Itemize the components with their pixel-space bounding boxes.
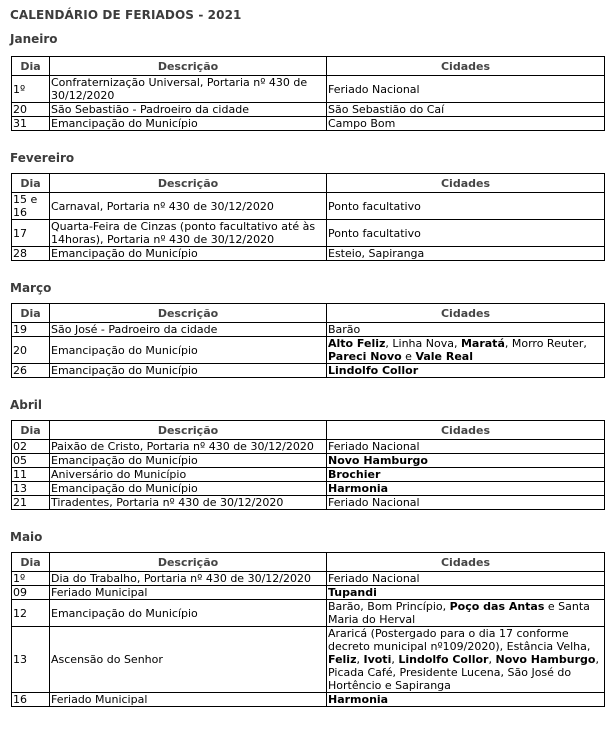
city-name-bold: Tupandi	[328, 586, 377, 599]
table-row	[12, 323, 605, 337]
city-name-bold: Pareci Novo	[328, 350, 402, 363]
city-text: Campo Bom	[328, 117, 396, 130]
column-header-dia: Dia	[12, 174, 50, 193]
cell-dia: 09	[12, 586, 50, 600]
city-name-bold: Alto Feliz	[328, 337, 386, 350]
holiday-table	[11, 303, 605, 378]
cell-dia: 05	[12, 454, 50, 468]
table-row	[12, 468, 605, 482]
table-header-row	[12, 304, 605, 323]
cell-dia: 16	[12, 693, 50, 707]
cell-descricao: Emancipação do Município	[50, 117, 327, 131]
months-container	[10, 30, 606, 707]
cell-cidades	[327, 323, 605, 337]
cell-cidades	[327, 193, 605, 220]
cell-dia: 20	[12, 337, 50, 364]
table-row	[12, 693, 605, 707]
city-text: Feriado Nacional	[328, 440, 420, 453]
city-name-bold: Harmonia	[328, 482, 389, 495]
cell-dia: 17	[12, 220, 50, 247]
city-name-bold: Lindolfo Collor	[398, 653, 489, 666]
city-text: ,	[356, 653, 364, 666]
cell-dia: 26	[12, 364, 50, 378]
city-text: , Morro Reuter,	[504, 337, 587, 350]
table-row	[12, 482, 605, 496]
holiday-calendar-document	[10, 6, 606, 707]
cell-dia: 19	[12, 323, 50, 337]
table-row	[12, 103, 605, 117]
table-header-row	[12, 57, 605, 76]
column-header-dia: Dia	[12, 553, 50, 572]
month-section-fevereiro	[10, 149, 606, 261]
column-header-cidades: Cidades	[327, 421, 605, 440]
cell-dia: 13	[12, 627, 50, 693]
cell-cidades	[327, 220, 605, 247]
column-header-dia: Dia	[12, 57, 50, 76]
cell-descricao: São Sebastião - Padroeiro da cidade	[50, 103, 327, 117]
city-text: Araricá (Postergado para o dia 17 conforme decreto municipal nº109/2020), Estância Velha,	[328, 627, 591, 653]
month-heading: Maio	[10, 530, 43, 544]
cell-descricao: Feriado Municipal	[50, 586, 327, 600]
cell-descricao: Tiradentes, Portaria nº 430 de 30/12/2020	[50, 496, 327, 510]
month-heading: Janeiro	[10, 32, 58, 46]
table-row	[12, 496, 605, 510]
cell-cidades	[327, 586, 605, 600]
table-row	[12, 117, 605, 131]
column-header-cidades: Cidades	[327, 304, 605, 323]
cell-descricao: São José - Padroeiro da cidade	[50, 323, 327, 337]
column-header-cidades: Cidades	[327, 57, 605, 76]
cell-descricao: Emancipação do Município	[50, 247, 327, 261]
month-section-abril	[10, 396, 606, 510]
city-name-bold: Vale Real	[415, 350, 473, 363]
cell-descricao: Carnaval, Portaria nº 430 de 30/12/2020	[50, 193, 327, 220]
cell-descricao: Confraternização Universal, Portaria nº 430 de 30/12/2020	[50, 76, 327, 103]
cell-cidades	[327, 496, 605, 510]
cell-descricao: Quarta-Feira de Cinzas (ponto facultativo até às 14horas), Portaria nº 430 de 30/12/2020	[50, 220, 327, 247]
city-name-bold: Maratá	[460, 337, 505, 350]
cell-dia: 28	[12, 247, 50, 261]
table-row	[12, 337, 605, 364]
table-row	[12, 76, 605, 103]
cell-dia: 20	[12, 103, 50, 117]
table-row	[12, 600, 605, 627]
cell-cidades	[327, 440, 605, 454]
holiday-table	[11, 420, 605, 510]
table-row	[12, 364, 605, 378]
cell-dia: 31	[12, 117, 50, 131]
city-name-bold: Novo Hamburgo	[495, 653, 596, 666]
month-heading: Fevereiro	[10, 151, 75, 165]
column-header-descricao: Descrição	[50, 421, 327, 440]
cell-dia: 12	[12, 600, 50, 627]
column-header-dia: Dia	[12, 421, 50, 440]
table-row	[12, 586, 605, 600]
cell-cidades	[327, 482, 605, 496]
column-header-descricao: Descrição	[50, 553, 327, 572]
city-text: e Santa Maria do Herval	[328, 600, 590, 626]
cell-cidades	[327, 627, 605, 693]
table-header-row	[12, 553, 605, 572]
cell-cidades	[327, 572, 605, 586]
cell-dia: 15 e 16	[12, 193, 50, 220]
cell-cidades	[327, 364, 605, 378]
cell-dia: 1º	[12, 572, 50, 586]
table-header-row	[12, 174, 605, 193]
cell-descricao: Aniversário do Município	[50, 468, 327, 482]
cell-cidades	[327, 103, 605, 117]
city-text: São Sebastião do Caí	[328, 103, 445, 116]
column-header-descricao: Descrição	[50, 304, 327, 323]
document-title: CALENDÁRIO DE FERIADOS - 2021	[10, 8, 242, 22]
cell-descricao: Feriado Municipal	[50, 693, 327, 707]
column-header-cidades: Cidades	[327, 174, 605, 193]
city-name-bold: Ivoti	[363, 653, 392, 666]
cell-cidades	[327, 693, 605, 707]
table-row	[12, 440, 605, 454]
cell-dia: 02	[12, 440, 50, 454]
table-row	[12, 247, 605, 261]
cell-dia: 21	[12, 496, 50, 510]
column-header-dia: Dia	[12, 304, 50, 323]
cell-dia: 13	[12, 482, 50, 496]
city-text: Feriado Nacional	[328, 496, 420, 509]
cell-descricao: Emancipação do Município	[50, 364, 327, 378]
city-text: Feriado Nacional	[328, 572, 420, 585]
city-text: ,	[391, 653, 399, 666]
cell-descricao: Emancipação do Município	[50, 337, 327, 364]
month-heading: Abril	[10, 398, 43, 412]
city-text: ,	[488, 653, 496, 666]
city-name-bold: Feliz	[328, 653, 357, 666]
city-name-bold: Novo Hamburgo	[328, 454, 428, 467]
city-text: Barão, Bom Princípio,	[328, 600, 450, 613]
table-row	[12, 572, 605, 586]
month-section-maio	[10, 528, 606, 707]
cell-cidades	[327, 468, 605, 482]
city-text: , Picada Café, Presidente Lucena, São José do Hortêncio e Sapiranga	[328, 653, 599, 692]
cell-dia: 1º	[12, 76, 50, 103]
cell-cidades	[327, 600, 605, 627]
cell-descricao: Ascensão do Senhor	[50, 627, 327, 693]
table-row	[12, 454, 605, 468]
column-header-descricao: Descrição	[50, 174, 327, 193]
month-section-marco	[10, 279, 606, 378]
table-row	[12, 627, 605, 693]
city-name-bold: Harmonia	[328, 693, 389, 706]
cell-cidades	[327, 454, 605, 468]
city-text: e	[401, 350, 416, 363]
cell-descricao: Paixão de Cristo, Portaria nº 430 de 30/12/2020	[50, 440, 327, 454]
month-section-janeiro	[10, 30, 606, 131]
city-name-bold: Lindolfo Collor	[328, 364, 419, 377]
table-header-row	[12, 421, 605, 440]
city-name-bold: Brochier	[328, 468, 381, 481]
month-heading: Março	[10, 281, 52, 295]
cell-descricao: Emancipação do Município	[50, 600, 327, 627]
city-text: Ponto facultativo	[328, 226, 421, 240]
table-row	[12, 193, 605, 220]
table-row	[12, 220, 605, 247]
city-text: Ponto facultativo	[328, 199, 421, 213]
holiday-table	[11, 552, 605, 707]
city-text: Barão	[328, 323, 361, 336]
city-name-bold: Poço das Antas	[449, 600, 545, 613]
holiday-table	[11, 173, 605, 261]
cell-cidades	[327, 117, 605, 131]
cell-descricao: Emancipação do Município	[50, 454, 327, 468]
city-text: Esteio, Sapiranga	[328, 247, 425, 260]
column-header-descricao: Descrição	[50, 57, 327, 76]
cell-descricao: Emancipação do Município	[50, 482, 327, 496]
cell-dia: 11	[12, 468, 50, 482]
city-text: Feriado Nacional	[328, 82, 420, 96]
cell-descricao: Dia do Trabalho, Portaria nº 430 de 30/12/2020	[50, 572, 327, 586]
cell-cidades	[327, 337, 605, 364]
holiday-table	[11, 56, 605, 131]
cell-cidades	[327, 247, 605, 261]
cell-cidades	[327, 76, 605, 103]
column-header-cidades: Cidades	[327, 553, 605, 572]
city-text: , Linha Nova,	[385, 337, 461, 350]
